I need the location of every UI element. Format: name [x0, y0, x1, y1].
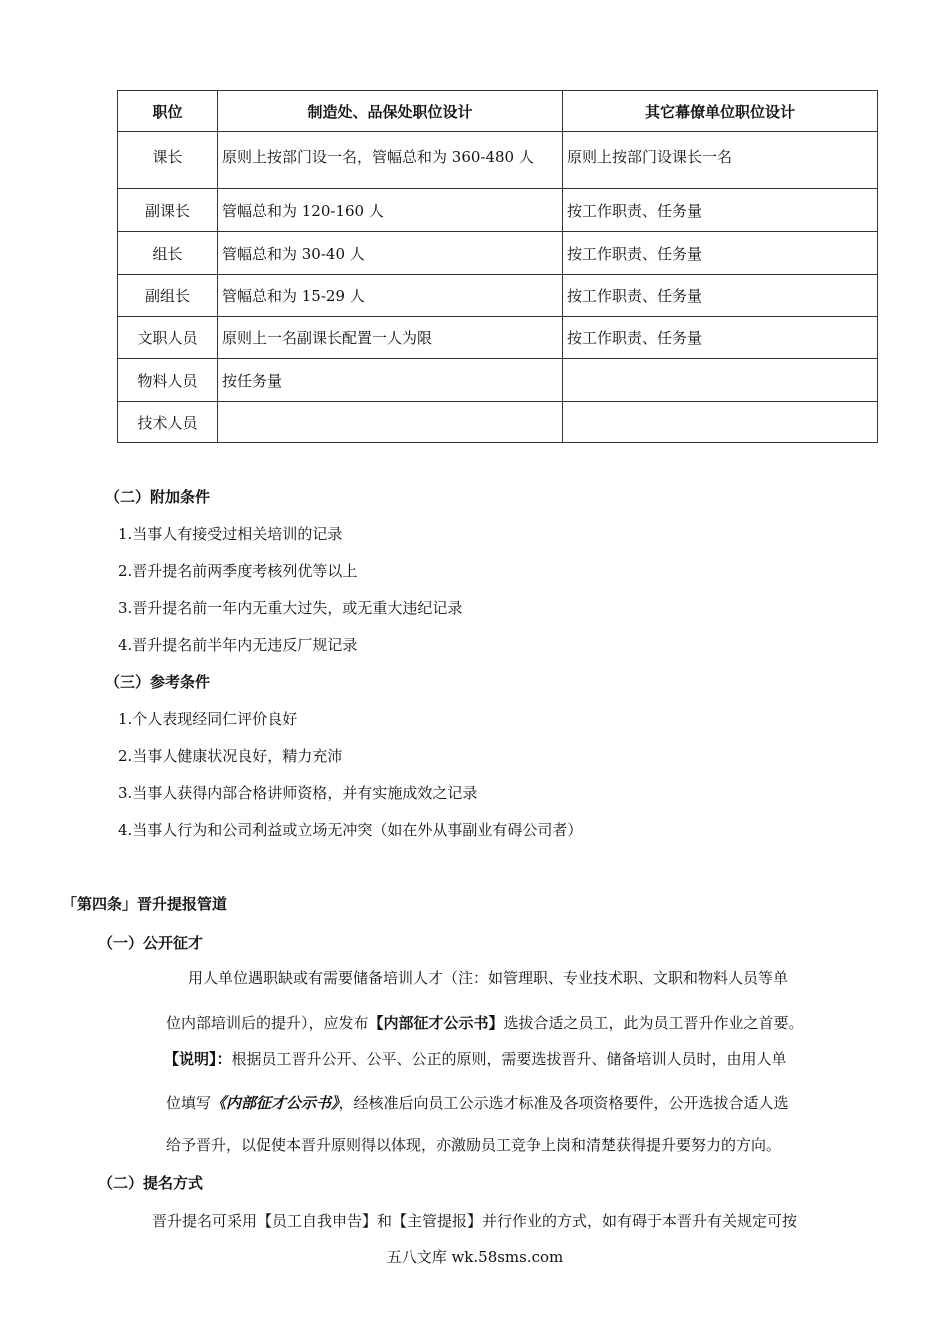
table-cell: 原则上按部门设一名，管幅总和为 360-480 人: [218, 132, 563, 189]
table-cell: [218, 402, 563, 443]
table-cell: 按工作职责、任务量: [563, 275, 878, 317]
list-item: 1.当事人有接受过相关培训的记录: [118, 525, 343, 543]
list-item: 2.晋升提名前两季度考核列优等以上: [118, 562, 358, 580]
table-cell: 物料人员: [118, 359, 218, 402]
text-run: 位内部培训后的提升），应发布: [166, 1014, 369, 1032]
table-row: [118, 402, 878, 443]
table-cell: [563, 402, 878, 443]
paragraph-line: 晋升提名可采用【员工自我申告】和【主管提报】并行作业的方式，如有碍于本晋升有关规定可按: [152, 1212, 798, 1230]
table-cell: 管幅总和为 120-160 人: [218, 189, 563, 232]
position-design-table: [117, 90, 877, 443]
note-line: [164, 1048, 787, 1069]
list-item: 2.当事人健康状况良好，精力充沛: [118, 747, 343, 765]
table-row: [118, 317, 878, 359]
header-other-units: 其它幕僚单位职位设计: [563, 91, 878, 132]
article-title: 「第四条」晋升提报管道: [62, 895, 228, 913]
text-run: 选拔合适之员工，此为员工晋升作业之首要。: [503, 1014, 804, 1032]
table-cell: 按工作职责、任务量: [563, 317, 878, 359]
text-run: 位填写: [166, 1094, 212, 1112]
form-name-bold: 《内部征才公示书》: [211, 1094, 339, 1112]
table-cell: 管幅总和为 30-40 人: [218, 232, 563, 275]
paragraph-line: [166, 1012, 804, 1033]
table-header-row: [118, 91, 878, 132]
table-cell: 文职人员: [118, 317, 218, 359]
list-item: 1.个人表现经同仁评价良好: [118, 710, 298, 728]
table-cell: [563, 359, 878, 402]
table-row: [118, 232, 878, 275]
table: [117, 90, 878, 443]
table-cell: 原则上按部门设课长一名: [563, 132, 878, 189]
list-item: 4.晋升提名前半年内无违反厂规记录: [118, 636, 358, 654]
note-line: [166, 1092, 789, 1113]
table-row: [118, 189, 878, 232]
note-line: 给予晋升，以促使本晋升原则得以体现，亦激励员工竞争上岗和清楚获得提升要努力的方向。: [166, 1136, 782, 1154]
table-cell: 副组长: [118, 275, 218, 317]
paragraph-line: 用人单位遇职缺或有需要储备培训人才（注：如管理职、专业技术职、文职和物料人员等单: [188, 969, 789, 987]
subsection-title-nomination: （二）提名方式: [98, 1174, 204, 1192]
header-position: 职位: [118, 91, 218, 132]
table-cell: 按工作职责、任务量: [563, 232, 878, 275]
subsection-title-open-recruitment: （一）公开征才: [98, 934, 204, 952]
header-manufacturing: 制造处、品保处职位设计: [218, 91, 563, 132]
table-cell: 按工作职责、任务量: [563, 189, 878, 232]
table-cell: 技术人员: [118, 402, 218, 443]
table-cell: 原则上一名副课长配置一人为限: [218, 317, 563, 359]
table-cell: 管幅总和为 15-29 人: [218, 275, 563, 317]
table-row: [118, 275, 878, 317]
text-run: ，经核准后向员工公示选才标准及各项资格要件，公开选拔合适人选: [338, 1094, 789, 1112]
list-item: 3.晋升提名前一年内无重大过失，或无重大违纪记录: [118, 599, 463, 617]
text-run: 根据员工晋升公开、公平、公正的原则，需要选拔晋升、储备培训人员时，由用人单: [231, 1050, 787, 1068]
note-label: 【说明】：: [164, 1050, 232, 1068]
form-name-bold: 【内部征才公示书】: [368, 1014, 504, 1032]
footer-watermark: 五八文库 wk.58sms.com: [386, 1248, 564, 1266]
section-title-reference: （三）参考条件: [105, 673, 211, 691]
table-row: [118, 132, 878, 189]
table-row: [118, 359, 878, 402]
list-item: 3.当事人获得内部合格讲师资格，并有实施成效之记录: [118, 784, 478, 802]
section-title-additional: （二）附加条件: [105, 488, 211, 506]
table-cell: 组长: [118, 232, 218, 275]
list-item: 4.当事人行为和公司利益或立场无冲突（如在外从事副业有碍公司者）: [118, 821, 583, 839]
table-cell: 按任务量: [218, 359, 563, 402]
table-cell: 课长: [118, 132, 218, 189]
table-cell: 副课长: [118, 189, 218, 232]
